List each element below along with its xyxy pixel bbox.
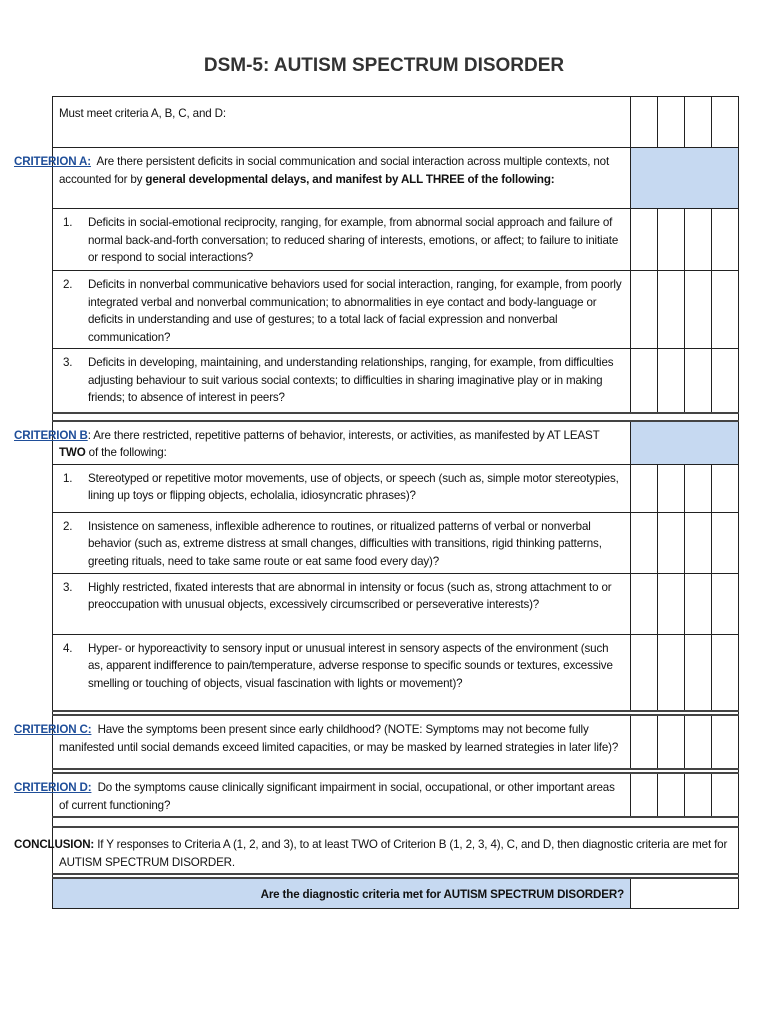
checkbox-cell[interactable] bbox=[658, 209, 685, 271]
list-item bbox=[53, 464, 739, 512]
checkbox-cell[interactable] bbox=[658, 634, 685, 711]
checkbox-cell[interactable] bbox=[712, 634, 739, 711]
checkbox-cell[interactable] bbox=[631, 97, 658, 148]
item-text: Highly restricted, fixated interests that are abnormal in intensity or focus (such as, strong attachment to or preoccupation with unusual objects, excessively circumscribed or perseverative interests)? bbox=[88, 580, 612, 611]
criterion-d-link[interactable]: CRITERION D: bbox=[14, 781, 92, 794]
criterion-b-link[interactable]: CRITERION B bbox=[14, 428, 88, 442]
highlight-cell bbox=[631, 148, 739, 209]
checkbox-cell[interactable] bbox=[712, 349, 739, 413]
checkbox-cell[interactable] bbox=[712, 773, 739, 817]
checkbox-cell[interactable] bbox=[685, 573, 712, 634]
checkbox-cell[interactable] bbox=[631, 512, 658, 573]
checkbox-cell[interactable] bbox=[658, 715, 685, 769]
checkbox-cell[interactable] bbox=[712, 97, 739, 148]
item-number: 2. bbox=[63, 278, 73, 291]
item-text: Deficits in nonverbal communicative behaviors used for social interaction, ranging, for example, from poorly integrated verbal and nonverbal communication; to abnormalities in eye contact and body-language or deficits in understanding and use of gestures; to a total lack of facial expression and nonverbal communication? bbox=[88, 278, 622, 344]
checkbox-cell[interactable] bbox=[712, 512, 739, 573]
checkbox-cell[interactable] bbox=[712, 271, 739, 349]
checkbox-cell[interactable] bbox=[685, 271, 712, 349]
item-text: Deficits in social-emotional reciprocity, ranging, for example, from abnormal social approach and failure of normal back-and-forth conversation; to reduced sharing of interests, emotions, or affect; to failure to initiate or respond to social interactions? bbox=[88, 216, 619, 264]
list-item bbox=[53, 634, 739, 711]
checkbox-cell[interactable] bbox=[631, 349, 658, 413]
conclusion-text bbox=[14, 827, 739, 874]
checkbox-cell[interactable] bbox=[658, 512, 685, 573]
checkbox-cell[interactable] bbox=[712, 209, 739, 271]
checkbox-cell[interactable] bbox=[631, 715, 658, 769]
checkbox-cell[interactable] bbox=[658, 271, 685, 349]
checkbox-cell[interactable] bbox=[631, 773, 658, 817]
checkbox-cell[interactable] bbox=[712, 573, 739, 634]
criterion-c-text bbox=[14, 715, 631, 769]
criterion-b-row bbox=[53, 421, 739, 465]
item-number: 2. bbox=[63, 519, 73, 533]
criterion-a-row bbox=[53, 148, 739, 209]
checkbox-cell[interactable] bbox=[631, 464, 658, 512]
checkbox-cell[interactable] bbox=[658, 573, 685, 634]
checkbox-cell[interactable] bbox=[631, 271, 658, 349]
criterion-a-emphasis: general developmental delays, and manifest by ALL THREE of the following: bbox=[145, 172, 555, 186]
checkbox-cell[interactable] bbox=[631, 573, 658, 634]
conclusion-body: If Y responses to Criteria A (1, 2, and 3), to at least TWO of Criterion B (1, 2, 3, 4), C, and D, then diagnostic criteria are met for AUTISM SPECTRUM DISORDER. bbox=[59, 838, 728, 869]
checkbox-cell[interactable] bbox=[631, 634, 658, 711]
checkbox-cell[interactable] bbox=[712, 715, 739, 769]
checkbox-cell[interactable] bbox=[685, 773, 712, 817]
criterion-b-question: : Are there restricted, repetitive patterns of behavior, interests, or activities, as manifested by AT LEAST bbox=[87, 428, 600, 442]
checkbox-cell[interactable] bbox=[685, 97, 712, 148]
checkbox-cell[interactable] bbox=[685, 715, 712, 769]
item-text: Stereotyped or repetitive motor movements, use of objects, or speech (such as, simple motor stereotypies, lining up toys or flipping objects, echolalia, idiosyncratic phrases)? bbox=[88, 471, 619, 502]
checkbox-cell[interactable] bbox=[685, 209, 712, 271]
divider bbox=[53, 817, 739, 827]
item-text: Hyper- or hyporeactivity to sensory input or unusual interest in sensory aspects of the environment (such as, apparent indifference to pain/temperature, adverse response to specific sounds or textures, excessive smelling or touching of objects, visual fascination with lights or movement)? bbox=[88, 641, 613, 690]
criterion-d-row bbox=[53, 773, 739, 817]
header-row bbox=[53, 97, 739, 148]
final-question-row bbox=[53, 878, 739, 908]
answer-cell[interactable] bbox=[631, 878, 739, 908]
criterion-a-link[interactable]: CRITERION A: bbox=[14, 155, 91, 168]
highlight-cell bbox=[631, 421, 739, 465]
divider bbox=[53, 413, 739, 421]
criterion-b-question-end: of the following: bbox=[85, 446, 167, 459]
criterion-a-question: Are there persistent deficits in social communication and social interaction across multiple contexts, not accounted for by bbox=[59, 155, 610, 186]
list-item bbox=[53, 271, 739, 349]
criterion-c-question: Have the symptoms been present since early childhood? (NOTE: Symptoms may not become fully manifested until social demands exceed limited capacities, or may be masked by learned strategies in later life)? bbox=[59, 723, 619, 754]
checkbox-cell[interactable] bbox=[685, 349, 712, 413]
checkbox-cell[interactable] bbox=[658, 97, 685, 148]
checkbox-cell[interactable] bbox=[685, 512, 712, 573]
item-number: 4. bbox=[63, 641, 73, 655]
list-item bbox=[53, 573, 739, 634]
conclusion-label: CONCLUSION: bbox=[14, 838, 95, 851]
checkbox-cell[interactable] bbox=[685, 634, 712, 711]
checkbox-cell[interactable] bbox=[658, 349, 685, 413]
checkbox-cell[interactable] bbox=[685, 464, 712, 512]
item-text: Insistence on sameness, inflexible adherence to routines, or ritualized patterns of verbal or nonverbal behavior (such as, extreme distress at small changes, difficulties with transitions, rigid thinking patterns, greeting rituals, need to take same route or eat same food every day)? bbox=[88, 519, 602, 568]
list-item bbox=[53, 349, 739, 413]
checkbox-cell[interactable] bbox=[712, 464, 739, 512]
criterion-a-text bbox=[14, 148, 631, 209]
header-text: Must meet criteria A, B, C, and D: bbox=[53, 97, 631, 148]
criterion-d-text bbox=[14, 773, 631, 817]
item-text: Deficits in developing, maintaining, and understanding relationships, ranging, for example, from difficulties adjusting behaviour to suit various social contexts; to difficulties in sharing imaginative play or in making friends; to absence of interest in peers? bbox=[88, 356, 614, 404]
criterion-c-row bbox=[53, 715, 739, 769]
checkbox-cell[interactable] bbox=[658, 773, 685, 817]
criterion-d-question: Do the symptoms cause clinically significant impairment in social, occupational, or other important areas of current functioning? bbox=[59, 781, 615, 812]
item-number: 1. bbox=[63, 471, 73, 485]
criteria-table bbox=[14, 96, 739, 909]
checkbox-cell[interactable] bbox=[631, 209, 658, 271]
list-item bbox=[53, 512, 739, 573]
item-number: 3. bbox=[63, 580, 73, 594]
page-title: DSM-5: AUTISM SPECTRUM DISORDER bbox=[203, 55, 565, 76]
final-question: Are the diagnostic criteria met for AUTISM SPECTRUM DISORDER? bbox=[53, 878, 631, 908]
checkbox-cell[interactable] bbox=[658, 464, 685, 512]
criterion-c-link[interactable]: CRITERION C: bbox=[14, 723, 92, 736]
item-number: 1. bbox=[63, 216, 73, 229]
criterion-b-text bbox=[14, 421, 631, 465]
item-number: 3. bbox=[63, 356, 73, 369]
conclusion-row bbox=[53, 827, 739, 874]
criterion-b-emphasis: TWO bbox=[59, 446, 86, 459]
list-item bbox=[53, 209, 739, 271]
